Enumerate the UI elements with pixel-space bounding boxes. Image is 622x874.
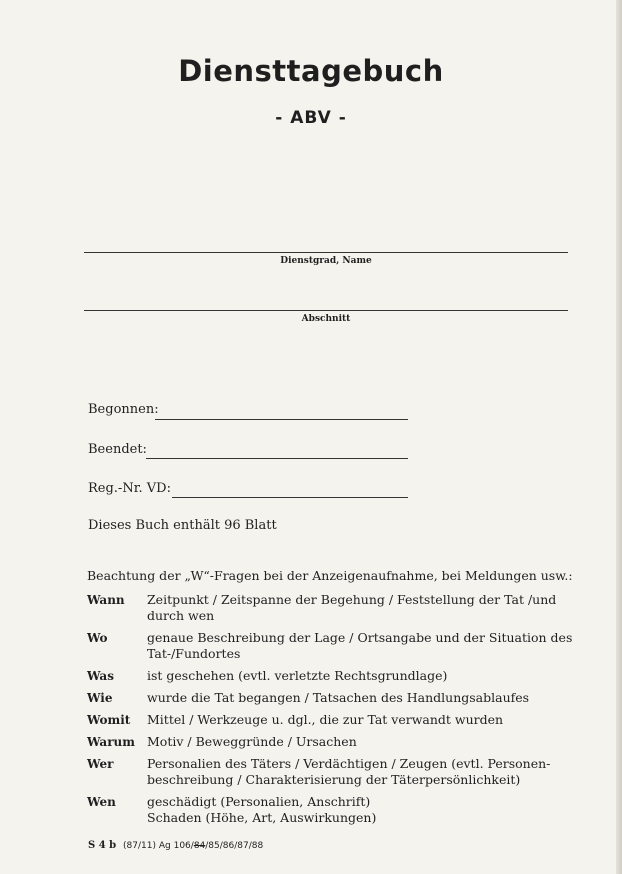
form-code: S 4 b bbox=[88, 840, 117, 851]
w-question-line: Mittel / Werkzeuge u. dgl., die zur Tat verwandt wurden bbox=[147, 712, 504, 727]
form-footer bbox=[88, 840, 263, 851]
w-questions-list bbox=[87, 592, 573, 832]
reg-line[interactable] bbox=[172, 497, 408, 498]
sheet-count: Dieses Buch enthält 96 Blatt bbox=[88, 518, 277, 533]
w-question-line: geschädigt (Personalien, Anschrift) bbox=[147, 794, 371, 809]
reg-label: Reg.-Nr. VD: bbox=[88, 481, 171, 496]
begun-label: Begonnen: bbox=[88, 402, 159, 417]
name-caption: Dienstgrad, Name bbox=[280, 256, 372, 266]
section-caption: Abschnitt bbox=[301, 314, 351, 324]
ended-label: Beendet: bbox=[88, 442, 147, 457]
w-question-line: Schaden (Höhe, Art, Auswirkungen) bbox=[147, 810, 377, 825]
w-question-key: Wer bbox=[87, 757, 114, 771]
w-question-text bbox=[147, 592, 573, 624]
page-edge bbox=[616, 0, 622, 874]
w-question-key: Was bbox=[87, 669, 114, 683]
w-question-text bbox=[147, 756, 573, 788]
ended-line[interactable] bbox=[146, 458, 408, 459]
section-line[interactable] bbox=[84, 310, 568, 311]
w-question-line: durch wen bbox=[147, 608, 215, 623]
w-question-row bbox=[87, 794, 573, 826]
w-question-key: Wann bbox=[87, 593, 125, 607]
ag-prefix: Ag 106/ bbox=[158, 841, 194, 851]
begun-line[interactable] bbox=[155, 419, 408, 420]
w-question-line: Motiv / Beweggründe / Ursachen bbox=[147, 734, 357, 749]
w-question-row bbox=[87, 712, 573, 728]
w-question-row bbox=[87, 690, 573, 706]
w-question-key: Wo bbox=[87, 631, 108, 645]
w-questions-intro: Beachtung der „W“-Fragen bei der Anzeigenaufnahme, bei Meldungen usw.: bbox=[87, 568, 573, 583]
w-question-text bbox=[147, 690, 573, 706]
w-question-row bbox=[87, 592, 573, 624]
w-question-line: Personalien des Täters / Verdächtigen / Zeugen (evtl. Personen- bbox=[147, 756, 551, 771]
w-question-row bbox=[87, 630, 573, 662]
w-question-line: beschreibung / Charakterisierung der Täterpersönlichkeit) bbox=[147, 772, 521, 787]
w-question-key: Wie bbox=[87, 691, 113, 705]
w-question-key: Wen bbox=[87, 795, 116, 809]
w-question-line: genaue Beschreibung der Lage / Ortsangabe und der Situation des bbox=[147, 630, 573, 645]
document-subtitle: - ABV - bbox=[275, 108, 347, 128]
w-question-key: Womit bbox=[87, 713, 131, 727]
document-title: Diensttagebuch bbox=[178, 54, 444, 88]
w-question-text bbox=[147, 734, 573, 750]
w-question-key: Warum bbox=[87, 735, 135, 749]
w-question-text bbox=[147, 630, 573, 662]
w-question-row bbox=[87, 756, 573, 788]
w-question-row bbox=[87, 668, 573, 684]
w-question-text bbox=[147, 712, 573, 728]
w-question-text bbox=[147, 794, 573, 826]
ag-suffix: /85/86/87/88 bbox=[205, 841, 264, 851]
w-question-line: ist geschehen (evtl. verletzte Rechtsgrundlage) bbox=[147, 668, 448, 683]
ag-struck-number: 84 bbox=[193, 841, 206, 851]
w-question-row bbox=[87, 734, 573, 750]
form-edition: (87/11) bbox=[123, 841, 156, 851]
w-question-text bbox=[147, 668, 573, 684]
name-line[interactable] bbox=[84, 252, 568, 253]
w-question-line: wurde die Tat begangen / Tatsachen des Handlungsablaufes bbox=[147, 690, 530, 705]
w-question-line: Tat-/Fundortes bbox=[147, 646, 241, 661]
w-question-line: Zeitpunkt / Zeitspanne der Begehung / Feststellung der Tat /und bbox=[147, 592, 557, 607]
